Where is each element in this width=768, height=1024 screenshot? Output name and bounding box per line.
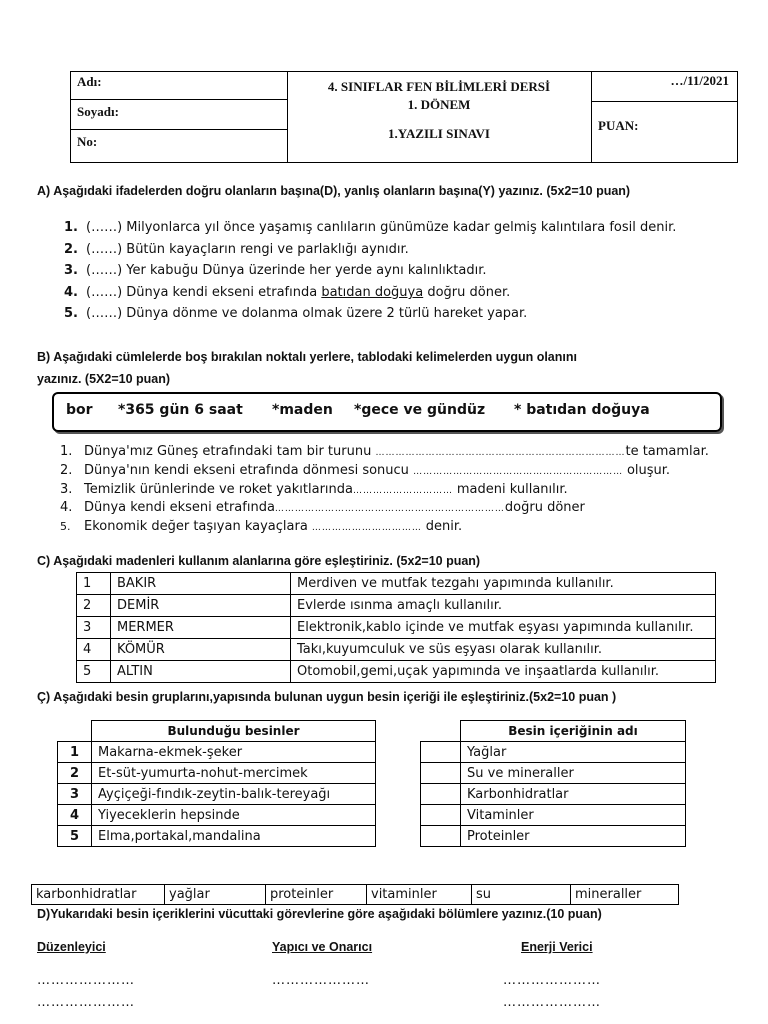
answer-blank[interactable]: ………………… (37, 973, 135, 988)
answer-cell[interactable] (421, 826, 461, 847)
section-a-title: A) Aşağıdaki ifadelerden doğru olanların başına(D), yanlış olanların başına(Y) yazınız. (5x2=10 puan) (37, 184, 631, 198)
column-energy-provider: Enerji Verici (521, 940, 593, 954)
word-bank-item: * batıdan doğuya (514, 402, 650, 418)
fill-blank-3: 3. Temizlik ürünlerinde ve roket yakıtlarında………………………… madeni kullanılır. (60, 482, 568, 497)
fill-blank-1: 1. Dünya'mız Güneş etrafındaki tam bir turunu …………………………………………………………………te tamamlar. (60, 444, 709, 459)
section-cc-title: Ç) Aşağıdaki besin gruplarını,yapısında bulunan uygun besin içeriği ile eşleştiriniz.(5x2=10 puan ) (37, 690, 617, 704)
number-label: No: (77, 134, 98, 149)
table-row: 4 KÖMÜR Takı,kuyumculuk ve süs eşyası olarak kullanılır. (77, 639, 716, 661)
surname-label: Soyadı: (77, 104, 119, 119)
section-b-title-line2: yazınız. (5X2=10 puan) (37, 372, 171, 386)
table-row: 5 Elma,portakal,mandalina (58, 826, 376, 847)
column-regulator: Düzenleyici (37, 940, 106, 954)
table-header-row (421, 721, 686, 742)
exam-title-column (287, 72, 592, 162)
table-row: 5 ALTIN Otomobil,gemi,uçak yapımında ve inşaatlarda kullanılır. (77, 661, 716, 683)
table-row: Yağlar (421, 742, 686, 763)
fill-blank-2: 2. Dünya'nın kendi ekseni etrafında dönmesi sonucu ……………………………………………………… oluşur. (60, 463, 671, 478)
section-c-title: C) Aşağıdaki madenleri kullanım alanlarına göre eşleştiriniz. (5x2=10 puan) (37, 554, 481, 568)
exam-header (70, 71, 738, 163)
table-row: Karbonhidratlar (421, 784, 686, 805)
table-row: 3 Ayçiçeği-fındık-zeytin-balık-tereyağı (58, 784, 376, 805)
table-row: Vitaminler (421, 805, 686, 826)
nutrient-word-bank (31, 884, 679, 905)
word-bank-item: su (472, 885, 571, 905)
section-b-title-line1: B) Aşağıdaki cümlelerde boş bırakılan noktalı yerlere, tablodaki kelimelerden uygun olanını (37, 350, 577, 364)
score-label: PUAN: (598, 118, 639, 133)
statement-1: 1. (……) Milyonlarca yıl önce yaşamış canlıların günümüze kadar gelmiş kalıntılara fosil denir. (64, 220, 677, 235)
answer-cell[interactable] (421, 763, 461, 784)
mine-matching-table (76, 572, 716, 683)
word-bank-item: *maden (272, 402, 333, 418)
section-d-title: D)Yukarıdaki besin içeriklerini vücuttaki görevlerine göre aşağıdaki bölümlere yazınız.(10 puan) (37, 907, 602, 921)
statement-5: 5. (……) Dünya dönme ve dolanma olmak üzere 2 türlü hareket yapar. (64, 306, 528, 321)
statement-4: 4. (……) Dünya kendi ekseni etrafında batıdan doğuya doğru döner. (64, 285, 511, 300)
answer-blank[interactable]: ………………… (272, 973, 370, 988)
table-row: 4 Yiyeceklerin hepsinde (58, 805, 376, 826)
answer-cell[interactable] (421, 805, 461, 826)
table-row: 3 MERMER Elektronik,kablo içinde ve mutfak eşyası yapımında kullanılır. (77, 617, 716, 639)
word-bank-item: proteinler (266, 885, 367, 905)
column-builder-repairer: Yapıcı ve Onarıcı (272, 940, 373, 954)
fill-blank-5: 5. Ekonomik değer taşıyan kayaçlara …………………………… denir. (60, 519, 463, 534)
table-row: 2 Et-süt-yumurta-nohut-mercimek (58, 763, 376, 784)
word-bank-box (52, 392, 722, 432)
table-row: 2 DEMİR Evlerde ısınma amaçlı kullanılır. (77, 595, 716, 617)
table-header-row (58, 721, 376, 742)
table-row (32, 885, 679, 905)
food-groups-table (57, 720, 376, 847)
date-score-column (592, 72, 737, 162)
exam-title: 4. SINIFLAR FEN BİLİMLERİ DERSİ (327, 79, 551, 94)
statement-3: 3. (……) Yer kabuğu Dünya üzerinde her yerde aynı kalınlıktadır. (64, 263, 487, 278)
column-header: Besin içeriğinin adı (461, 721, 686, 742)
table-row: Proteinler (421, 826, 686, 847)
student-info-column (71, 72, 288, 162)
name-label: Adı: (77, 74, 102, 89)
word-bank-item: bor (66, 402, 93, 418)
statement-2: 2. (……) Bütün kayaçların rengi ve parlaklığı aynıdır. (64, 242, 409, 257)
word-bank-item: *365 gün 6 saat (118, 402, 243, 418)
answer-blank[interactable]: ………………… (503, 995, 601, 1010)
exam-term: 1. DÖNEM (407, 97, 471, 112)
answer-cell[interactable] (421, 742, 461, 763)
word-bank-item: karbonhidratlar (32, 885, 165, 905)
nutrient-table (420, 720, 686, 847)
fill-blank-4: 4. Dünya kendi ekseni etrafında……………………………………………………………doğru döner (60, 500, 585, 515)
exam-subtitle: 1.YAZILI SINAVI (388, 126, 490, 141)
word-bank-item: vitaminler (367, 885, 472, 905)
table-row: 1 Makarna-ekmek-şeker (58, 742, 376, 763)
table-row: Su ve mineraller (421, 763, 686, 784)
column-header: Bulunduğu besinler (92, 721, 376, 742)
answer-blank[interactable]: ………………… (503, 973, 601, 988)
word-bank-item: *gece ve gündüz (354, 402, 486, 418)
answer-cell[interactable] (421, 784, 461, 805)
word-bank-item: yağlar (165, 885, 266, 905)
word-bank-item: mineraller (571, 885, 679, 905)
table-row: 1 BAKIR Merdiven ve mutfak tezgahı yapımında kullanılır. (77, 573, 716, 595)
answer-blank[interactable]: ………………… (37, 995, 135, 1010)
exam-date: …/11/2021 (670, 73, 729, 88)
